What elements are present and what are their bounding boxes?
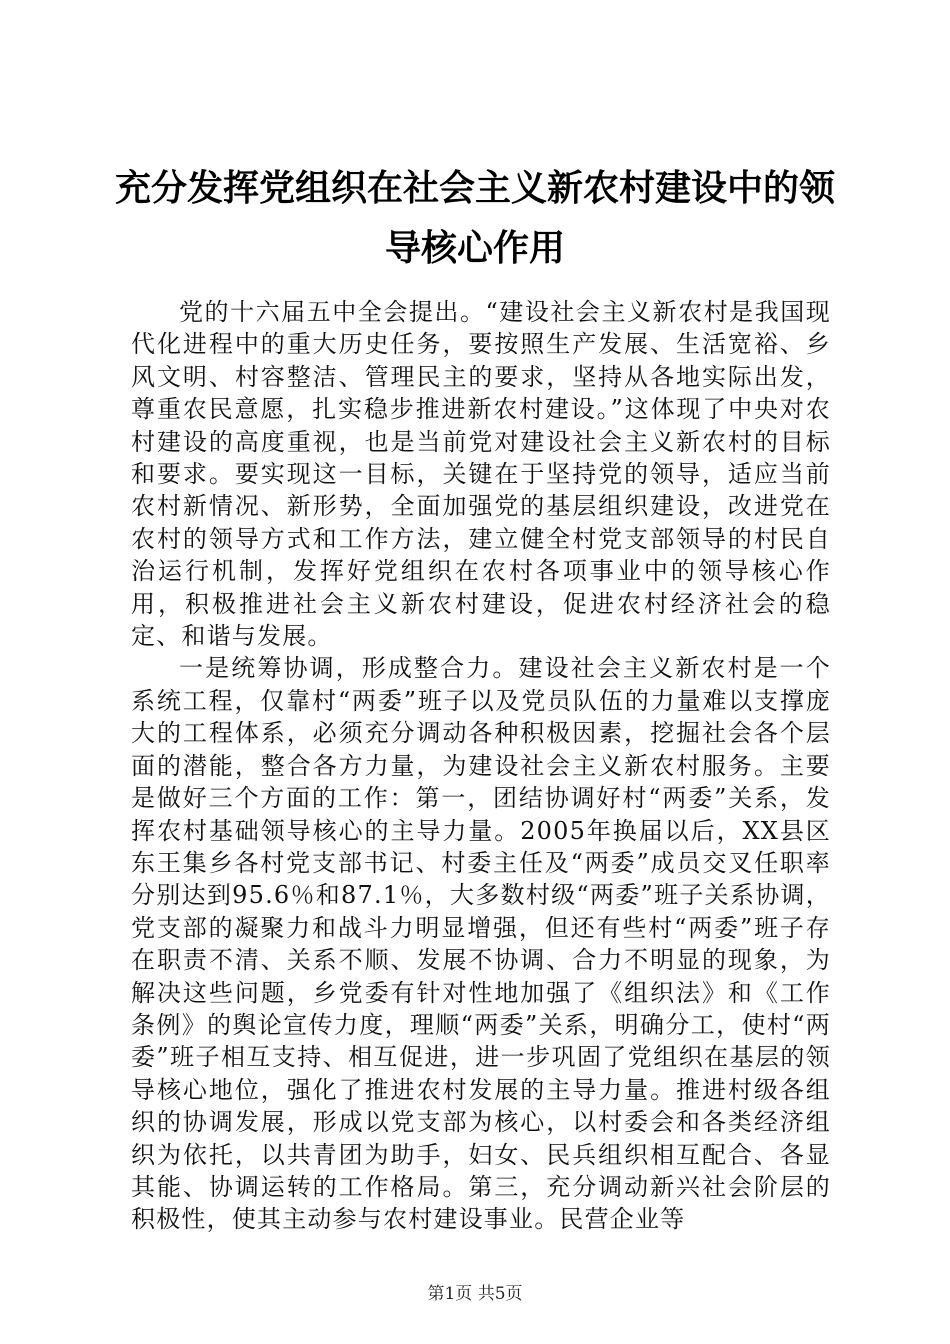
page-footer: 第1页 共5页 — [427, 1284, 523, 1304]
document-title: 充分发挥党组织在社会主义新农村建设中的领导核心作用 — [114, 167, 835, 269]
paragraph-point-one: 一是统筹协调，形成整合力。建设社会主义新农村是一个系统工程，仅靠村“两委”班子以及党员队伍的力量难以支撑庞大的工程体系，必须充分调动各种积极因素，挖掘社会各个层面的潜能，整合各方力量，为建设社会主义新农村服务。主要是做好三个方面的工作：第一，团结协调好村“两委”关系，发挥农村基础领导核心的主导力量。2005年换届以后，XX县区东王集乡各村党支部书记、村委主任及“两委”成员交叉任职率分别达到95.6％和87.1％，大多数村级“两委”班子关系协调，党支部的凝聚力和战斗力明显增强，但还有些村“两委”班子存在职责不清、关系不顺、发展不协调、合力不明显的现象，为解决这些问题，乡党委有针对性地加强了《组织法》和《工作条例》的舆论宣传力度，理顺“两委”关系，明确分工，使村“两委”班子相互支持、相互促进，进一步巩固了党组织在基层的领导核心地位，强化了推进农村发展的主导力量。推进村级各组织的协调发展，形成以党支部为核心，以村委会和各类经济组织为依托，以共青团为助手，妇女、民兵组织相互配合、各显其能、协调运转的工作格局。第三，充分调动新兴社会阶层的积极性，使其主动参与农村建设事业。民营企业等 — [131, 654, 831, 1234]
document-body — [131, 296, 831, 1236]
paragraph-intro: 党的十六届五中全会提出。“建设社会主义新农村是我国现代化进程中的重大历史任务，要按照生产发展、生活宽裕、乡风文明、村容整洁、管理民主的要求，坚持从各地实际出发，尊重农民意愿，扎实稳步推进新农村建设。”这体现了中央对农村建设的高度重视，也是当前党对建设社会主义新农村的目标和要求。要实现这一目标，关键在于坚持党的领导，适应当前农村新情况、新形势，全面加强党的基层组织建设，改进党在农村的领导方式和工作方法，建立健全村党支部领导的村民自治运行机制，发挥好党组织在农村各项事业中的领导核心作用，积极推进社会主义新农村建设，促进农村经济社会的稳定、和谐与发展。 — [131, 298, 831, 651]
